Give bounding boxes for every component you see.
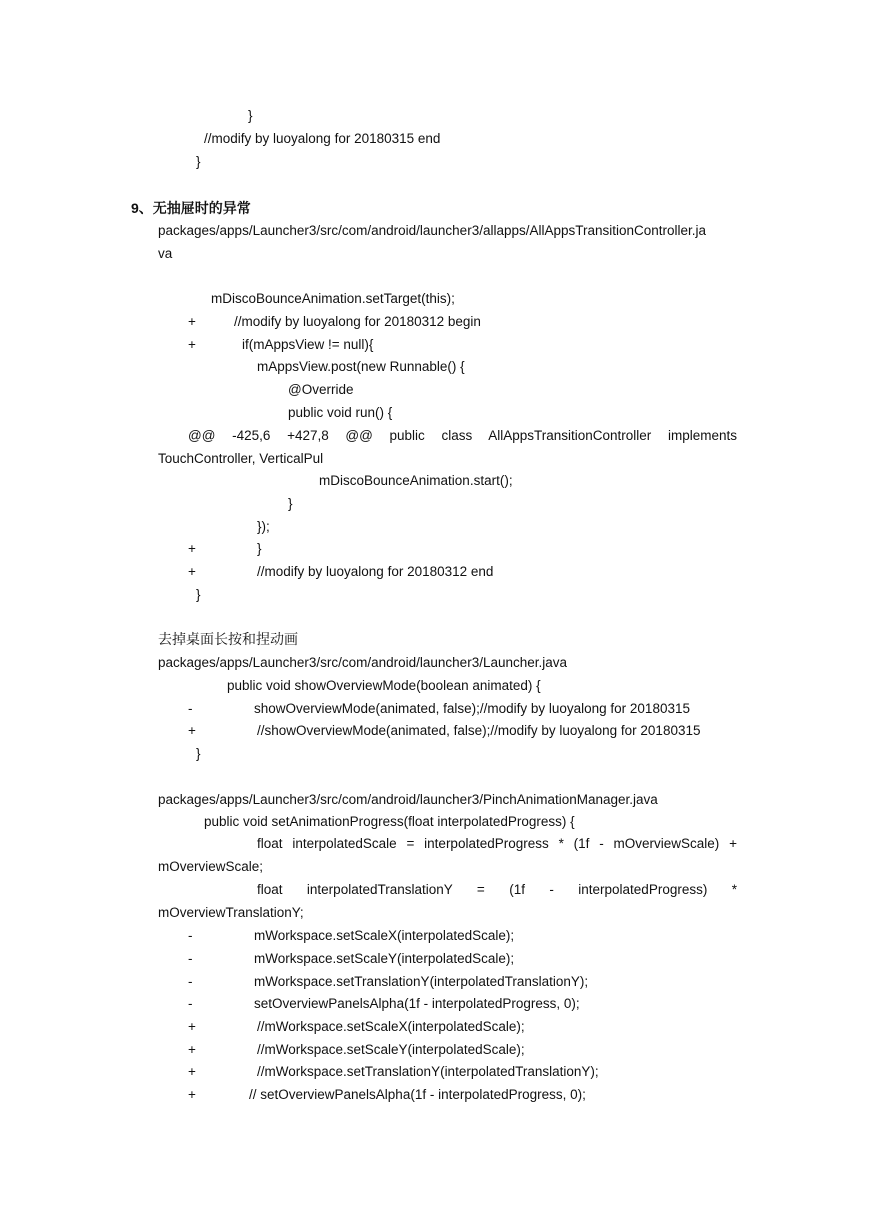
- code-line: mWorkspace.setScaleX(interpolatedScale);: [254, 928, 515, 943]
- code-line: showOverviewMode(animated, false);//modify by luoyalong for 20180315: [254, 701, 690, 716]
- code-line: float interpolatedScale = interpolatedProgress * (1f - mOverviewScale) +: [257, 836, 737, 851]
- code-line-continued: mOverviewScale;: [158, 858, 264, 874]
- diff-add-marker: +: [188, 314, 196, 329]
- diff-add-marker: +: [188, 1019, 196, 1034]
- closing-brace: }: [196, 154, 201, 169]
- code-line: public void setAnimationProgress(float interpolatedProgress) {: [204, 814, 575, 829]
- code-line-continued: mOverviewTranslationY;: [158, 904, 304, 920]
- code-comment: //modify by luoyalong for 20180312 end: [257, 564, 494, 579]
- diff-add-marker: +: [188, 337, 196, 352]
- code-comment: //mWorkspace.setScaleY(interpolatedScale);: [257, 1042, 525, 1057]
- closing-brace: }: [257, 541, 262, 556]
- code-wrapped-line: [158, 879, 737, 925]
- hunk-line-continued: TouchController, VerticalPul: [158, 450, 324, 466]
- code-line: mAppsView.post(new Runnable() {: [257, 359, 465, 374]
- file-path: packages/apps/Launcher3/src/com/android/launcher3/Launcher.java: [158, 655, 568, 670]
- code-comment: //mWorkspace.setTranslationY(interpolatedTranslationY);: [257, 1064, 599, 1079]
- code-comment: // setOverviewPanelsAlpha(1f - interpolatedProgress, 0);: [249, 1087, 586, 1102]
- diff-add-marker: +: [188, 564, 196, 579]
- diff-add-marker: +: [188, 1087, 196, 1102]
- diff-remove-marker: -: [188, 701, 193, 716]
- code-line: public void showOverviewMode(boolean animated) {: [227, 678, 541, 693]
- code-line: });: [257, 519, 270, 534]
- code-line: @Override: [288, 382, 354, 397]
- closing-brace: }: [288, 496, 293, 511]
- code-wrapped-line: [158, 833, 737, 879]
- code-comment: //showOverviewMode(animated, false);//modify by luoyalong for 20180315: [257, 723, 701, 738]
- file-path-continued: va: [158, 246, 173, 261]
- diff-remove-marker: -: [188, 928, 193, 943]
- code-comment: //modify by luoyalong for 20180315 end: [204, 131, 441, 146]
- code-comment: //mWorkspace.setScaleX(interpolatedScale);: [257, 1019, 525, 1034]
- diff-add-marker: +: [188, 1042, 196, 1057]
- closing-brace: }: [196, 746, 201, 761]
- code-line: mWorkspace.setScaleY(interpolatedScale);: [254, 951, 515, 966]
- closing-brace: }: [196, 587, 201, 602]
- code-line: mDiscoBounceAnimation.start();: [319, 473, 513, 488]
- diff-add-marker: +: [188, 723, 196, 738]
- code-line: if(mAppsView != null){: [242, 337, 374, 352]
- diff-remove-marker: -: [188, 951, 193, 966]
- diff-remove-marker: -: [188, 996, 193, 1011]
- diff-add-marker: +: [188, 541, 196, 556]
- code-line: mDiscoBounceAnimation.setTarget(this);: [211, 291, 455, 306]
- code-line: mWorkspace.setTranslationY(interpolatedTranslationY);: [254, 974, 589, 989]
- section-heading: 9、无抽屉时的异常: [131, 200, 251, 216]
- section-heading: 去掉桌面长按和捏动画: [158, 632, 298, 648]
- code-line: float interpolatedTranslationY = (1f - interpolatedProgress) *: [257, 882, 737, 897]
- diff-add-marker: +: [188, 1064, 196, 1079]
- file-path: packages/apps/Launcher3/src/com/android/launcher3/PinchAnimationManager.java: [158, 792, 658, 807]
- code-comment: //modify by luoyalong for 20180312 begin: [234, 314, 481, 329]
- hunk-line: @@ -425,6 +427,8 @@ public class AllAppsTransitionController implements: [188, 428, 737, 443]
- diff-hunk-header: [158, 425, 737, 471]
- diff-remove-marker: -: [188, 974, 193, 989]
- code-line: public void run() {: [288, 405, 393, 420]
- code-line: setOverviewPanelsAlpha(1f - interpolatedProgress, 0);: [254, 996, 580, 1011]
- closing-brace: }: [248, 108, 253, 123]
- file-path: packages/apps/Launcher3/src/com/android/launcher3/allapps/AllAppsTransitionController.ja: [158, 223, 707, 238]
